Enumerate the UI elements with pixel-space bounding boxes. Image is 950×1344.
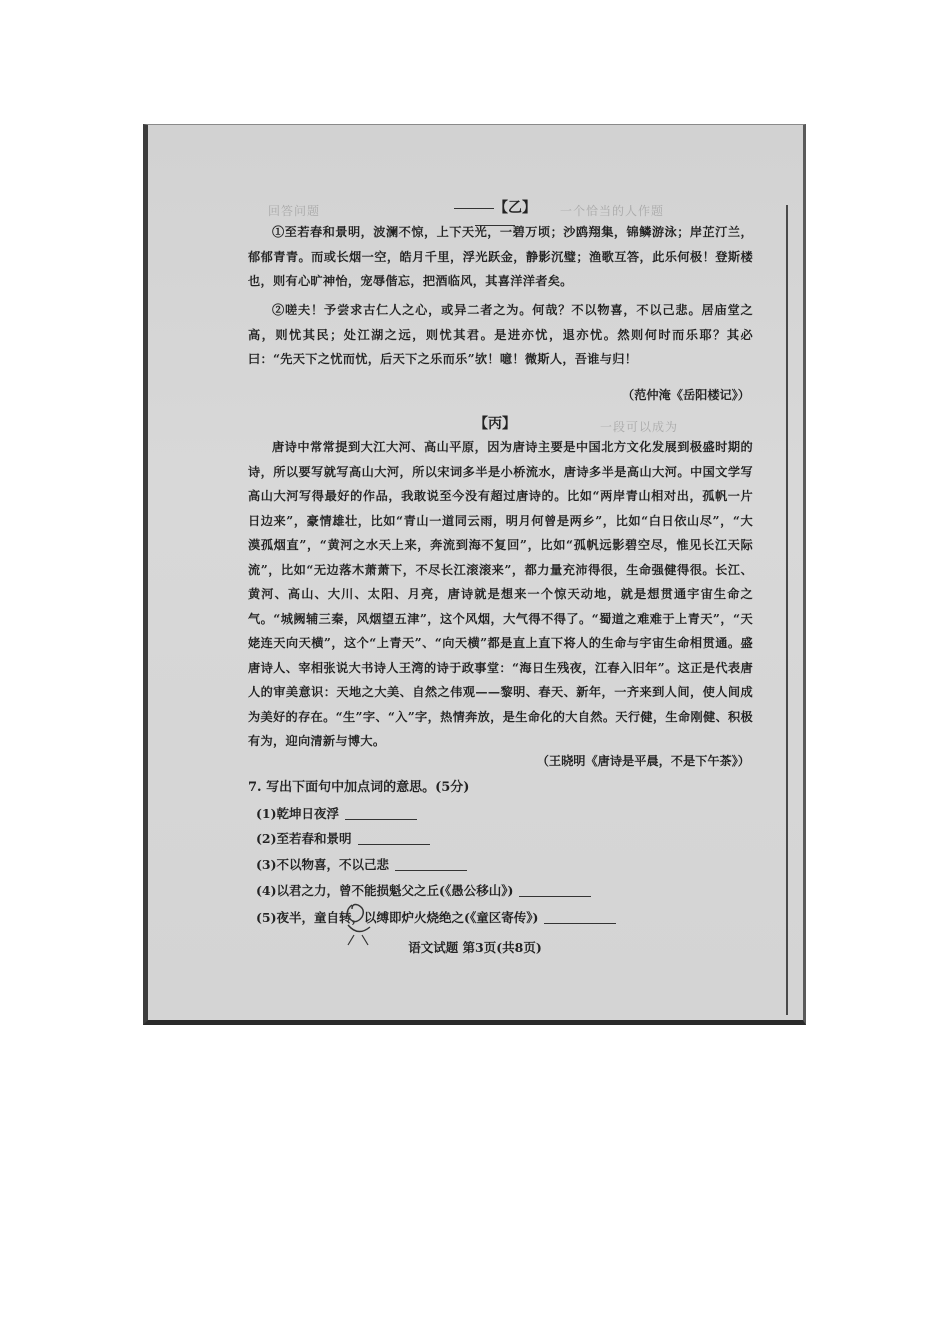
answer-blank[interactable]	[358, 844, 430, 845]
bleed-through-text: 一段可以成为	[600, 420, 679, 434]
answer-blank[interactable]	[395, 870, 467, 871]
heading-rule-left	[454, 208, 494, 209]
answer-blank[interactable]	[345, 819, 417, 820]
source-citation-1: （范仲淹《岳阳楼记》）	[622, 388, 750, 402]
margin-line	[786, 205, 788, 1015]
question-item: (4)以君之力，曾不能损魁父之丘(《愚公移山》)	[256, 881, 591, 899]
paragraph-3: 唐诗中常常提到大江大河、高山平原，因为唐诗主要是中国北方文化发展到极盛时期的诗，所以要写就写高山大河，所以宋词多半是小桥流水，唐诗多半是高山大河。中国文学写高山大河写得最好的作品，我敢说至今没有超过唐诗的。比如“两岸青山相对出，孤帆一片日边来”，豪情雄壮，比如“青山一道同云雨，明月何曾是两乡”，比如“白日依山尽”，“大漠孤烟直”，“黄河之水天上来，奔流到海不复回”，比如“孤帆远影碧空尽，惟见长江天际流”，比如“无边落木萧萧下，不尽长江滚滚来”，都力量充沛得很，生命强健得很。长江、黄河、高山、大川、太阳、月亮，唐诗就是想来一个惊天动地，就是想贯通宇宙生命之气。“城阙辅三秦，风烟望五津”，这个风烟，大气得不得了。“蜀道之难难于上青天”，“天姥连天向天横”，这个“上青天”、“向天横”都是直上直下将人的生命与宇宙生命相贯通。盛唐诗人、宰相张说大书诗人王湾的诗于政事堂：“海日生残夜，江春入旧年”。这正是代表唐人的审美意识：天地之大美、自然之伟观——黎明、春天、新年，一齐来到人间，使人间成为美好的存在。“生”字、“入”字，热情奔放，是生命化的大自然。天行健，生命刚健、积极有为，迎向清新与博大。	[248, 440, 753, 748]
paragraph-2: ②嗟夫！予尝求古仁人之心，或异二者之为。何哉？不以物喜，不以己悲。居庙堂之高，则忧其民；处江湖之远，则忧其君。是进亦忧，退亦忧。然则何时而乐耶？其必曰：“先天下之忧而忧，后天下之乐而乐”欤！噫！微斯人，吾谁与归！	[248, 303, 753, 366]
source-citation-2: （王晓明《唐诗是平晨，不是下午茶》）	[536, 754, 750, 768]
question-7-title: 7. 写出下面句中加点词的意思。(5分)	[248, 780, 470, 795]
section-heading-yi: 【乙】	[440, 197, 550, 233]
question-item: (5)夜半，童自转，以缚即炉火烧绝之(《童区寄传》)	[256, 908, 616, 926]
question-item: (1)乾坤日夜浮	[256, 804, 417, 822]
paragraph-1: ①至若春和景明，波澜不惊，上下天光，一碧万顷；沙鸥翔集，锦鳞游泳；岸芷汀兰，郁郁青青。而或长烟一空，皓月千里，浮光跃金，静影沉璧；渔歌互答，此乐何极！登斯楼也，则有心旷神怡，宠辱偕忘，把酒临风，其喜洋洋者矣。	[248, 225, 753, 288]
bleed-through-text: 回答问题	[268, 204, 321, 218]
bleed-through-text: 一个恰当的人作题	[560, 204, 665, 218]
question-item: (3)不以物喜，不以己悲	[256, 855, 467, 873]
section-heading-bing: 【丙】	[474, 416, 516, 432]
page-footer: 语文试题 第3页(共8页)	[408, 940, 542, 955]
question-item: (2)至若春和景明	[256, 829, 430, 847]
answer-blank[interactable]	[519, 896, 591, 897]
answer-blank[interactable]	[544, 923, 616, 924]
